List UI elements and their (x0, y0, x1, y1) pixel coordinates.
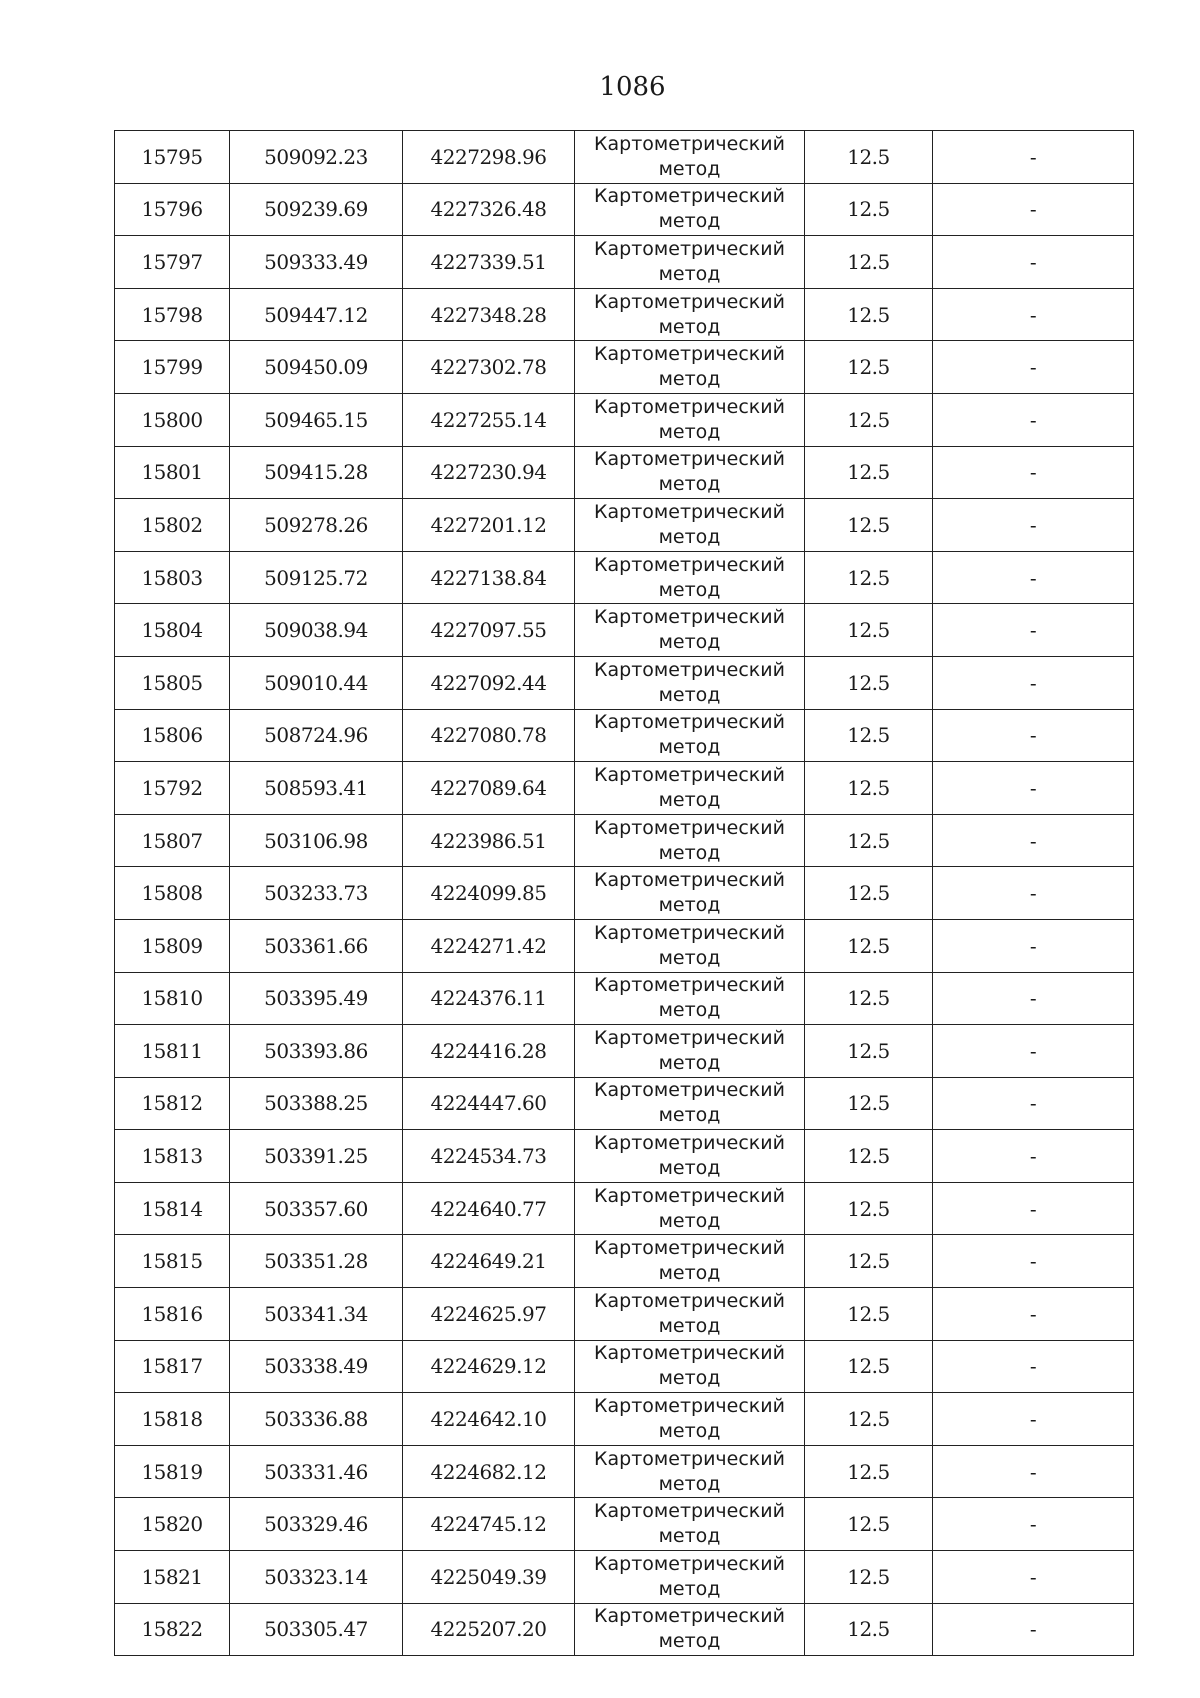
y-coordinate-cell: 4224447.60 (403, 1077, 575, 1130)
accuracy-cell: 12.5 (805, 1551, 933, 1604)
method-cell (575, 762, 805, 815)
method-cell (575, 393, 805, 446)
y-coordinate-cell: 4227092.44 (403, 656, 575, 709)
note-cell: - (933, 288, 1134, 341)
method-cell (575, 131, 805, 184)
point-number-cell: 15820 (115, 1498, 230, 1551)
method-line-1: Картометрический (594, 1605, 785, 1628)
method-cell (575, 236, 805, 289)
method-line-1: Картометрический (594, 290, 785, 313)
point-number-cell: 15806 (115, 709, 230, 762)
method-line-1: Картометрический (594, 658, 785, 681)
method-cell (575, 1235, 805, 1288)
y-coordinate-cell: 4224625.97 (403, 1288, 575, 1341)
accuracy-cell: 12.5 (805, 1603, 933, 1656)
note-cell: - (933, 656, 1134, 709)
table-row (115, 183, 1134, 236)
table-row (115, 446, 1134, 499)
y-coordinate-cell: 4223986.51 (403, 814, 575, 867)
note-cell: - (933, 341, 1134, 394)
point-number-cell: 15809 (115, 919, 230, 972)
method-line-1: Картометрический (594, 1552, 785, 1575)
accuracy-cell: 12.5 (805, 288, 933, 341)
method-cell (575, 604, 805, 657)
table-row (115, 1498, 1134, 1551)
accuracy-cell: 12.5 (805, 709, 933, 762)
x-coordinate-cell: 503351.28 (230, 1235, 403, 1288)
method-cell (575, 341, 805, 394)
y-coordinate-cell: 4224640.77 (403, 1182, 575, 1235)
method-cell (575, 709, 805, 762)
method-line-1: Картометрический (594, 448, 785, 471)
table-row (115, 867, 1134, 920)
note-cell: - (933, 1551, 1134, 1604)
x-coordinate-cell: 503233.73 (230, 867, 403, 920)
accuracy-cell: 12.5 (805, 446, 933, 499)
note-cell: - (933, 972, 1134, 1025)
method-line-2: метод (658, 1262, 721, 1285)
note-cell: - (933, 131, 1134, 184)
method-cell (575, 1498, 805, 1551)
note-cell: - (933, 1288, 1134, 1341)
y-coordinate-cell: 4227326.48 (403, 183, 575, 236)
table-row (115, 972, 1134, 1025)
x-coordinate-cell: 509450.09 (230, 341, 403, 394)
y-coordinate-cell: 4227298.96 (403, 131, 575, 184)
accuracy-cell: 12.5 (805, 1130, 933, 1183)
point-number-cell: 15798 (115, 288, 230, 341)
accuracy-cell: 12.5 (805, 551, 933, 604)
x-coordinate-cell: 503395.49 (230, 972, 403, 1025)
table-row (115, 1288, 1134, 1341)
note-cell: - (933, 236, 1134, 289)
method-line-1: Картометрический (594, 132, 785, 155)
accuracy-cell: 12.5 (805, 919, 933, 972)
note-cell: - (933, 709, 1134, 762)
method-line-2: метод (658, 1420, 721, 1443)
table-row (115, 656, 1134, 709)
note-cell: - (933, 1393, 1134, 1446)
x-coordinate-cell: 509278.26 (230, 499, 403, 552)
accuracy-cell: 12.5 (805, 1393, 933, 1446)
point-number-cell: 15799 (115, 341, 230, 394)
method-line-1: Картометрический (594, 553, 785, 576)
table-row (115, 1182, 1134, 1235)
y-coordinate-cell: 4225049.39 (403, 1551, 575, 1604)
x-coordinate-cell: 509092.23 (230, 131, 403, 184)
method-line-2: метод (658, 788, 721, 811)
note-cell: - (933, 1077, 1134, 1130)
point-number-cell: 15811 (115, 1025, 230, 1078)
method-line-1: Картометрический (594, 921, 785, 944)
point-number-cell: 15800 (115, 393, 230, 446)
y-coordinate-cell: 4227348.28 (403, 288, 575, 341)
x-coordinate-cell: 509010.44 (230, 656, 403, 709)
point-number-cell: 15803 (115, 551, 230, 604)
method-line-2: метод (658, 1630, 721, 1653)
method-line-1: Картометрический (594, 1500, 785, 1523)
table-row (115, 1077, 1134, 1130)
accuracy-cell: 12.5 (805, 1235, 933, 1288)
note-cell: - (933, 183, 1134, 236)
method-line-2: метод (658, 525, 721, 548)
method-line-2: метод (658, 1472, 721, 1495)
x-coordinate-cell: 503336.88 (230, 1393, 403, 1446)
y-coordinate-cell: 4224649.21 (403, 1235, 575, 1288)
method-cell (575, 183, 805, 236)
method-line-2: метод (658, 315, 721, 338)
accuracy-cell: 12.5 (805, 1182, 933, 1235)
table-row (115, 1025, 1134, 1078)
x-coordinate-cell: 509333.49 (230, 236, 403, 289)
method-line-1: Картометрический (594, 1237, 785, 1260)
method-line-1: Картометрический (594, 185, 785, 208)
method-line-1: Картометрический (594, 1184, 785, 1207)
x-coordinate-cell: 503305.47 (230, 1603, 403, 1656)
method-cell (575, 1077, 805, 1130)
method-cell (575, 867, 805, 920)
note-cell: - (933, 1235, 1134, 1288)
method-line-1: Картометрический (594, 1395, 785, 1418)
accuracy-cell: 12.5 (805, 236, 933, 289)
note-cell: - (933, 1025, 1134, 1078)
x-coordinate-cell: 503391.25 (230, 1130, 403, 1183)
y-coordinate-cell: 4224271.42 (403, 919, 575, 972)
accuracy-cell: 12.5 (805, 604, 933, 657)
note-cell: - (933, 1340, 1134, 1393)
y-coordinate-cell: 4227302.78 (403, 341, 575, 394)
method-cell (575, 1025, 805, 1078)
accuracy-cell: 12.5 (805, 656, 933, 709)
y-coordinate-cell: 4227339.51 (403, 236, 575, 289)
x-coordinate-cell: 509447.12 (230, 288, 403, 341)
point-number-cell: 15812 (115, 1077, 230, 1130)
y-coordinate-cell: 4227255.14 (403, 393, 575, 446)
y-coordinate-cell: 4224745.12 (403, 1498, 575, 1551)
y-coordinate-cell: 4227097.55 (403, 604, 575, 657)
note-cell: - (933, 1445, 1134, 1498)
method-cell (575, 814, 805, 867)
method-line-1: Картометрический (594, 343, 785, 366)
method-cell (575, 499, 805, 552)
accuracy-cell: 12.5 (805, 1498, 933, 1551)
method-line-2: метод (658, 368, 721, 391)
table-row (115, 499, 1134, 552)
point-number-cell: 15816 (115, 1288, 230, 1341)
point-number-cell: 15822 (115, 1603, 230, 1656)
method-cell (575, 1551, 805, 1604)
table-row (115, 762, 1134, 815)
point-number-cell: 15818 (115, 1393, 230, 1446)
point-number-cell: 15807 (115, 814, 230, 867)
y-coordinate-cell: 4224534.73 (403, 1130, 575, 1183)
method-line-2: метод (658, 157, 721, 180)
table-row (115, 1603, 1134, 1656)
method-line-2: метод (658, 631, 721, 654)
method-line-1: Картометрический (594, 237, 785, 260)
note-cell: - (933, 551, 1134, 604)
table-row (115, 1340, 1134, 1393)
accuracy-cell: 12.5 (805, 972, 933, 1025)
method-line-1: Картометрический (594, 1342, 785, 1365)
table-row (115, 709, 1134, 762)
x-coordinate-cell: 509465.15 (230, 393, 403, 446)
note-cell: - (933, 762, 1134, 815)
x-coordinate-cell: 503357.60 (230, 1182, 403, 1235)
method-cell (575, 446, 805, 499)
point-number-cell: 15815 (115, 1235, 230, 1288)
x-coordinate-cell: 503323.14 (230, 1551, 403, 1604)
x-coordinate-cell: 508724.96 (230, 709, 403, 762)
method-line-2: метод (658, 1577, 721, 1600)
method-line-1: Картометрический (594, 763, 785, 786)
method-line-2: метод (658, 946, 721, 969)
accuracy-cell: 12.5 (805, 131, 933, 184)
note-cell: - (933, 1182, 1134, 1235)
y-coordinate-cell: 4227201.12 (403, 499, 575, 552)
note-cell: - (933, 1498, 1134, 1551)
method-line-1: Картометрический (594, 1026, 785, 1049)
accuracy-cell: 12.5 (805, 1025, 933, 1078)
table-row (115, 1551, 1134, 1604)
x-coordinate-cell: 503331.46 (230, 1445, 403, 1498)
table-row (115, 604, 1134, 657)
method-line-2: метод (658, 420, 721, 443)
method-line-1: Картометрический (594, 1079, 785, 1102)
method-line-1: Картометрический (594, 1132, 785, 1155)
coordinates-table (114, 130, 1134, 1656)
point-number-cell: 15796 (115, 183, 230, 236)
x-coordinate-cell: 509415.28 (230, 446, 403, 499)
method-line-1: Картометрический (594, 1289, 785, 1312)
method-cell (575, 1603, 805, 1656)
x-coordinate-cell: 503106.98 (230, 814, 403, 867)
method-cell (575, 288, 805, 341)
table-row (115, 393, 1134, 446)
point-number-cell: 15805 (115, 656, 230, 709)
x-coordinate-cell: 503329.46 (230, 1498, 403, 1551)
accuracy-cell: 12.5 (805, 183, 933, 236)
y-coordinate-cell: 4224099.85 (403, 867, 575, 920)
accuracy-cell: 12.5 (805, 867, 933, 920)
method-line-1: Картометрический (594, 974, 785, 997)
point-number-cell: 15808 (115, 867, 230, 920)
table-row (115, 1130, 1134, 1183)
method-cell (575, 1130, 805, 1183)
method-line-1: Картометрический (594, 395, 785, 418)
y-coordinate-cell: 4225207.20 (403, 1603, 575, 1656)
method-line-2: метод (658, 1367, 721, 1390)
method-cell (575, 1393, 805, 1446)
method-line-2: метод (658, 999, 721, 1022)
accuracy-cell: 12.5 (805, 814, 933, 867)
note-cell: - (933, 814, 1134, 867)
method-cell (575, 1182, 805, 1235)
table-row (115, 1445, 1134, 1498)
method-line-1: Картометрический (594, 711, 785, 734)
accuracy-cell: 12.5 (805, 1340, 933, 1393)
note-cell: - (933, 499, 1134, 552)
x-coordinate-cell: 503341.34 (230, 1288, 403, 1341)
note-cell: - (933, 867, 1134, 920)
point-number-cell: 15792 (115, 762, 230, 815)
table-row (115, 1393, 1134, 1446)
method-cell (575, 972, 805, 1025)
x-coordinate-cell: 509038.94 (230, 604, 403, 657)
method-line-2: метод (658, 1209, 721, 1232)
method-line-2: метод (658, 683, 721, 706)
note-cell: - (933, 446, 1134, 499)
method-cell (575, 1445, 805, 1498)
method-cell (575, 1340, 805, 1393)
method-line-2: метод (658, 736, 721, 759)
method-line-2: метод (658, 1314, 721, 1337)
point-number-cell: 15801 (115, 446, 230, 499)
method-line-1: Картометрический (594, 500, 785, 523)
note-cell: - (933, 1130, 1134, 1183)
method-line-2: метод (658, 578, 721, 601)
y-coordinate-cell: 4227230.94 (403, 446, 575, 499)
method-cell (575, 656, 805, 709)
method-line-1: Картометрический (594, 869, 785, 892)
x-coordinate-cell: 503361.66 (230, 919, 403, 972)
note-cell: - (933, 393, 1134, 446)
accuracy-cell: 12.5 (805, 1288, 933, 1341)
y-coordinate-cell: 4227138.84 (403, 551, 575, 604)
coordinates-table-body (115, 131, 1134, 1656)
method-line-1: Картометрический (594, 606, 785, 629)
method-line-2: метод (658, 1157, 721, 1180)
method-cell (575, 1288, 805, 1341)
y-coordinate-cell: 4227080.78 (403, 709, 575, 762)
table-row (115, 1235, 1134, 1288)
point-number-cell: 15821 (115, 1551, 230, 1604)
table-row (115, 814, 1134, 867)
point-number-cell: 15814 (115, 1182, 230, 1235)
y-coordinate-cell: 4224682.12 (403, 1445, 575, 1498)
method-line-2: метод (658, 1104, 721, 1127)
y-coordinate-cell: 4224376.11 (403, 972, 575, 1025)
x-coordinate-cell: 508593.41 (230, 762, 403, 815)
method-cell (575, 551, 805, 604)
point-number-cell: 15810 (115, 972, 230, 1025)
x-coordinate-cell: 509239.69 (230, 183, 403, 236)
point-number-cell: 15795 (115, 131, 230, 184)
method-line-2: метод (658, 262, 721, 285)
accuracy-cell: 12.5 (805, 1445, 933, 1498)
method-line-1: Картометрический (594, 1447, 785, 1470)
accuracy-cell: 12.5 (805, 499, 933, 552)
accuracy-cell: 12.5 (805, 1077, 933, 1130)
x-coordinate-cell: 503338.49 (230, 1340, 403, 1393)
table-row (115, 236, 1134, 289)
table-row (115, 131, 1134, 184)
table-row (115, 919, 1134, 972)
x-coordinate-cell: 509125.72 (230, 551, 403, 604)
method-line-2: метод (658, 894, 721, 917)
accuracy-cell: 12.5 (805, 762, 933, 815)
x-coordinate-cell: 503388.25 (230, 1077, 403, 1130)
method-line-2: метод (658, 1051, 721, 1074)
table-row (115, 288, 1134, 341)
y-coordinate-cell: 4224642.10 (403, 1393, 575, 1446)
point-number-cell: 15813 (115, 1130, 230, 1183)
y-coordinate-cell: 4224416.28 (403, 1025, 575, 1078)
accuracy-cell: 12.5 (805, 393, 933, 446)
y-coordinate-cell: 4224629.12 (403, 1340, 575, 1393)
table-row (115, 551, 1134, 604)
method-cell (575, 919, 805, 972)
point-number-cell: 15797 (115, 236, 230, 289)
point-number-cell: 15819 (115, 1445, 230, 1498)
method-line-2: метод (658, 841, 721, 864)
table-row (115, 341, 1134, 394)
note-cell: - (933, 1603, 1134, 1656)
point-number-cell: 15802 (115, 499, 230, 552)
y-coordinate-cell: 4227089.64 (403, 762, 575, 815)
note-cell: - (933, 919, 1134, 972)
accuracy-cell: 12.5 (805, 341, 933, 394)
page-number: 1086 (599, 72, 666, 102)
point-number-cell: 15817 (115, 1340, 230, 1393)
method-line-2: метод (658, 1525, 721, 1548)
point-number-cell: 15804 (115, 604, 230, 657)
method-line-2: метод (658, 473, 721, 496)
x-coordinate-cell: 503393.86 (230, 1025, 403, 1078)
note-cell: - (933, 604, 1134, 657)
method-line-2: метод (658, 210, 721, 233)
method-line-1: Картометрический (594, 816, 785, 839)
